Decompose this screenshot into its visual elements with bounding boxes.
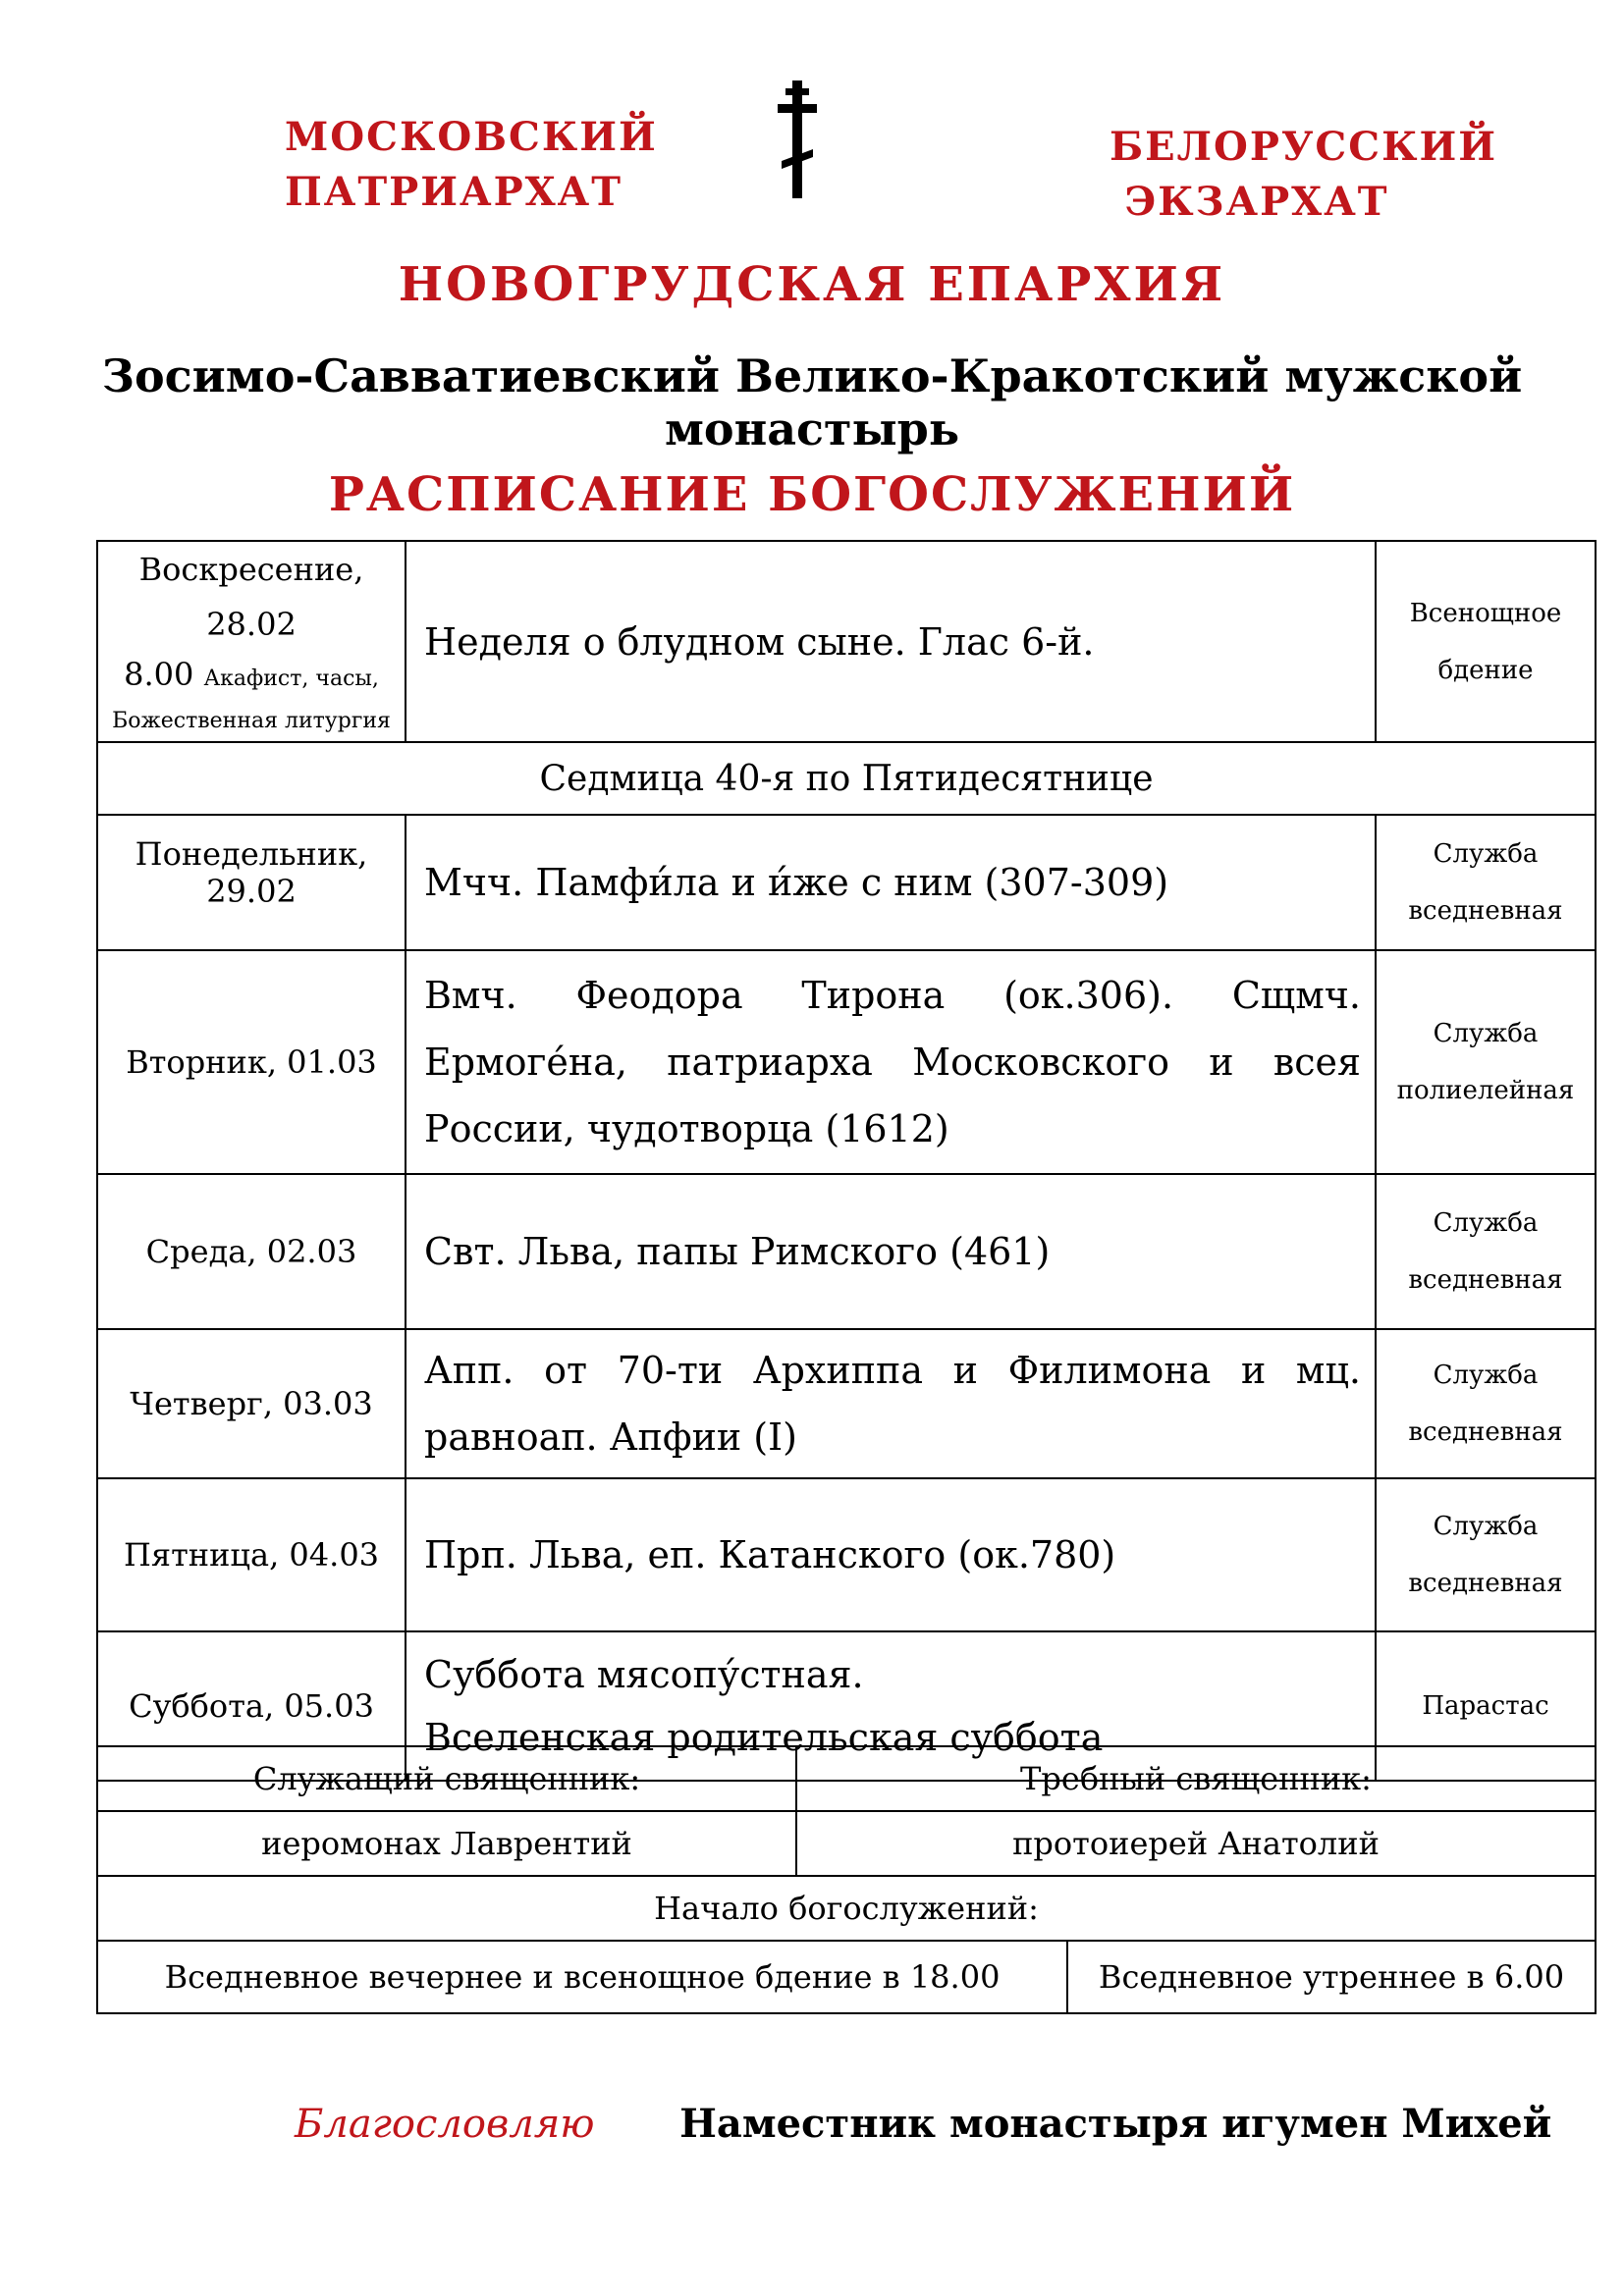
service-type-cell	[1376, 815, 1596, 950]
service-line1: Служба	[1433, 839, 1539, 869]
day-label: Четверг, 03.03	[97, 1329, 406, 1478]
service-type-cell	[1376, 950, 1596, 1174]
schedule-row	[97, 1478, 1596, 1631]
time-note: Акафист, часы,	[203, 667, 379, 691]
exarchate-line1: БЕЛОРУССКИЙ	[1110, 124, 1498, 170]
service-line1: Служба	[1433, 1512, 1539, 1541]
orthodox-cross-icon	[778, 80, 817, 198]
abbot-signature: Наместник монастыря игумен Михей	[679, 2101, 1552, 2147]
service-line2: вседневная	[1408, 896, 1563, 926]
day-label: Вторник, 01.03	[97, 950, 406, 1174]
service-line1: Служба	[1433, 1361, 1539, 1390]
monastery-title: Зосимо-Савватиевский Велико-Кракотский мужской монастырь	[101, 349, 1523, 455]
feast-cell: Мчч. Памфи́ла и и́же с ним (307-309)	[406, 815, 1376, 950]
service-line2: вседневная	[1408, 1265, 1563, 1295]
feast-line2: Вселенская родительская суббота	[424, 1716, 1104, 1759]
schedule-title: РАСПИСАНИЕ БОГОСЛУЖЕНИЙ	[328, 467, 1296, 522]
week-title: Седмица 40-я по Пятидесятнице	[97, 742, 1596, 815]
service-type-cell	[1376, 1174, 1596, 1329]
service-line2: вседневная	[1408, 1569, 1563, 1598]
day-label: Воскресение, 28.02	[138, 551, 364, 643]
service-line1: Служба	[1433, 1208, 1539, 1238]
service-line2: вседневная	[1408, 1417, 1563, 1447]
feast-cell: Прп. Льва, еп. Катанского (ок.780)	[406, 1478, 1376, 1631]
service-line2: полиелейная	[1396, 1076, 1575, 1105]
time-value: 8.00	[124, 656, 194, 693]
feast-cell: Вмч. Феодора Тирона (ок.306). Сщмч. Ермоге́на, патриарха Московского и всея России, чудотворца (1612)	[406, 950, 1376, 1174]
signature-line	[295, 2101, 1551, 2147]
feast-cell: Неделя о блудном сыне. Глас 6-й.	[406, 541, 1376, 742]
week-title-row	[97, 742, 1596, 815]
feast-cell: Свт. Льва, папы Римского (461)	[406, 1174, 1376, 1329]
serving-priest-name: иеромонах Лаврентий	[97, 1811, 796, 1876]
morning-service-time: Вседневное утреннее в 6.00	[1067, 1941, 1596, 2013]
schedule-table	[96, 540, 1597, 1782]
service-type-cell	[1376, 541, 1596, 742]
day-cell	[97, 541, 406, 742]
exarchate-line2: ЭКЗАРХАТ	[1124, 179, 1389, 225]
exarchate-heading	[1110, 120, 1498, 230]
schedule-row	[97, 815, 1596, 950]
day-label: Среда, 02.03	[97, 1174, 406, 1329]
service-type-cell	[1376, 1478, 1596, 1631]
schedule-row	[97, 1329, 1596, 1478]
service-line1: Служба	[1433, 1019, 1539, 1048]
blessing-word: Благословляю	[295, 2102, 595, 2147]
schedule-row	[97, 1174, 1596, 1329]
treby-priest-name: протоиерей Анатолий	[796, 1811, 1596, 1876]
schedule-row-sunday	[97, 541, 1596, 742]
time-note-2: Божественная литургия	[112, 709, 391, 733]
feast-cell: Апп. от 70-ти Архиппа и Филимона и мц. равноап. Апфии (I)	[406, 1329, 1376, 1478]
schedule-row	[97, 950, 1596, 1174]
feast-line1: Суббота мясопу́стная.	[424, 1653, 864, 1696]
patriarchate-heading	[285, 110, 658, 220]
treby-priest-label: Требный священник:	[796, 1746, 1596, 1811]
serving-priest-label: Служащий священник:	[97, 1746, 796, 1811]
service-type-cell	[1376, 1329, 1596, 1478]
patriarchate-line1: МОСКОВСКИЙ	[285, 114, 658, 160]
day-label: Понедельник, 29.02	[97, 815, 406, 950]
sunday-time	[98, 652, 405, 702]
service-line1: Всенощное	[1409, 598, 1562, 628]
evening-service-time: Вседневное вечернее и всенощное бдение в 18.00	[97, 1941, 1067, 2013]
services-start-label: Начало богослужений:	[97, 1876, 1596, 1941]
day-label: Суббота, 05.03	[97, 1631, 406, 1781]
day-label: Пятница, 04.03	[97, 1478, 406, 1631]
patriarchate-line2: ПАТРИАРХАТ	[285, 169, 623, 215]
eparchy-title: НОВОГРУДСКАЯ ЕПАРХИЯ	[398, 257, 1226, 312]
footer-table	[96, 1745, 1597, 2014]
service-line1: Парастас	[1422, 1691, 1549, 1721]
service-line2: бдение	[1437, 655, 1534, 685]
